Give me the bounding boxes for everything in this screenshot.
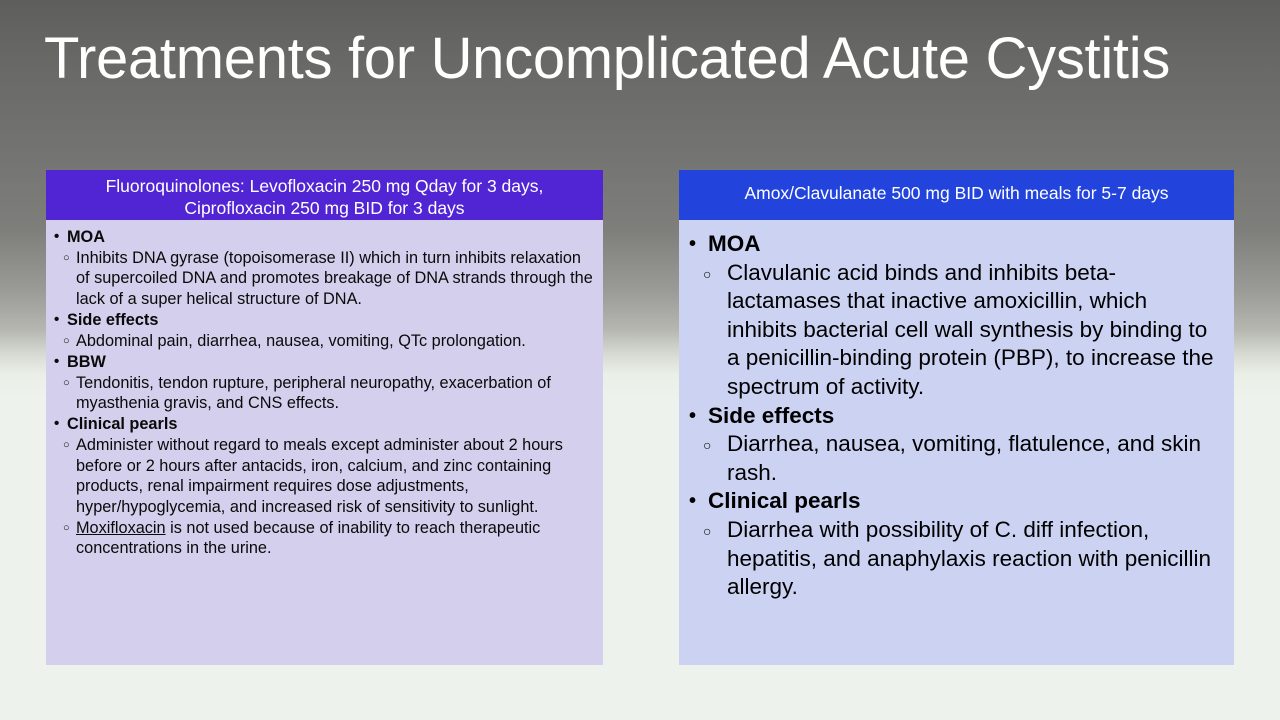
section-item-text: Administer without regard to meals except administer about 2 hours before or 2 hours after antacids, iron, calcium, and zinc containing products, renal impairment requires dose adjustments, hyper/hypoglycemia, and increased risk of sensitivity to sunlight. xyxy=(76,435,563,516)
bullet-circle-icon: ○ xyxy=(63,438,70,451)
card-header-line-1: Fluoroquinolones: Levofloxacin 250 mg Qday for 3 days, xyxy=(105,176,544,196)
bullet-circle-icon: ○ xyxy=(63,521,70,534)
bullet-circle-icon: ○ xyxy=(703,522,712,539)
card-header-fluoroquinolones xyxy=(46,170,603,220)
section-item-side-effects xyxy=(54,331,593,353)
section-heading-label: MOA xyxy=(708,231,761,256)
card-header-line-2: Ciprofloxacin 250 mg BID for 3 days xyxy=(184,198,465,218)
bullet-circle-icon: ○ xyxy=(703,437,712,454)
section-item-text: Abdominal pain, diarrhea, nausea, vomiting, QTc prolongation. xyxy=(76,331,526,350)
card-header-amox-clavulanate: Amox/Clavulanate 500 mg BID with meals for 5-7 days xyxy=(679,170,1234,220)
section-item-clinical-pearls-moxifloxacin xyxy=(54,518,593,559)
section-heading-label: BBW xyxy=(67,353,106,372)
section-heading-label: Side effects xyxy=(67,310,159,329)
section-heading-clinical-pearls xyxy=(689,487,1220,516)
section-item-text: Diarrhea, nausea, vomiting, flatulence, and skin rash. xyxy=(727,431,1202,485)
section-item-text-rest: is not used because of inability to reach therapeutic concentrations in the urine. xyxy=(76,518,541,558)
card-body-amox-clavulanate xyxy=(679,220,1234,665)
bullet-dot-icon: • xyxy=(689,404,697,427)
section-item-clinical-pearls xyxy=(54,435,593,518)
bullet-dot-icon: • xyxy=(54,310,60,328)
treatment-card-fluoroquinolones xyxy=(46,170,603,665)
section-heading-moa xyxy=(54,227,593,248)
section-item-text: Diarrhea with possibility of C. diff infection, hepatitis, and anaphylaxis reaction with penicillin allergy. xyxy=(727,516,1212,600)
section-heading-moa xyxy=(689,230,1220,259)
treatment-card-amox-clavulanate xyxy=(679,170,1234,665)
section-heading-bbw xyxy=(54,352,593,373)
section-item-text: Inhibits DNA gyrase (topoisomerase II) which in turn inhibits relaxation of supercoiled DNA and promotes breakage of DNA strands through the lack of a super helical structure of DNA. xyxy=(76,248,593,309)
section-heading-label: Clinical pearls xyxy=(708,488,861,514)
bullet-circle-icon: ○ xyxy=(63,251,70,264)
page-title: Treatments for Uncomplicated Acute Cystitis xyxy=(44,26,1171,91)
section-item-side-effects xyxy=(689,430,1220,487)
section-item-text: Clavulanic acid binds and inhibits beta-lactamases that inactive amoxicillin, which inhibits bacterial cell wall synthesis by binding to a penicillin-binding protein (PBP), to increase the spectrum of activity. xyxy=(727,259,1214,399)
bullet-circle-icon: ○ xyxy=(63,334,70,347)
bullet-dot-icon: • xyxy=(689,490,697,513)
section-heading-label: MOA xyxy=(67,228,105,246)
section-item-moa xyxy=(689,259,1220,402)
section-heading-side-effects xyxy=(689,402,1220,431)
section-item-bbw xyxy=(54,373,593,414)
bullet-dot-icon: • xyxy=(54,353,60,371)
section-item-moa xyxy=(54,248,593,310)
bullet-dot-icon: • xyxy=(54,415,60,433)
section-heading-side-effects xyxy=(54,310,593,331)
section-heading-label: Side effects xyxy=(708,402,835,428)
section-item-clinical-pearls xyxy=(689,516,1220,602)
bullet-circle-icon: ○ xyxy=(63,376,70,389)
section-item-text: Tendonitis, tendon rupture, peripheral neuropathy, exacerbation of myasthenia gravis, and CNS effects. xyxy=(76,373,551,413)
section-item-text xyxy=(76,518,593,559)
section-heading-clinical-pearls xyxy=(54,414,593,435)
card-body-fluoroquinolones xyxy=(46,220,603,665)
bullet-dot-icon: • xyxy=(54,228,60,245)
bullet-dot-icon: • xyxy=(689,233,697,255)
bullet-circle-icon: ○ xyxy=(703,265,712,282)
drug-name-moxifloxacin: Moxifloxacin xyxy=(76,518,166,537)
section-heading-label: Clinical pearls xyxy=(67,415,178,434)
